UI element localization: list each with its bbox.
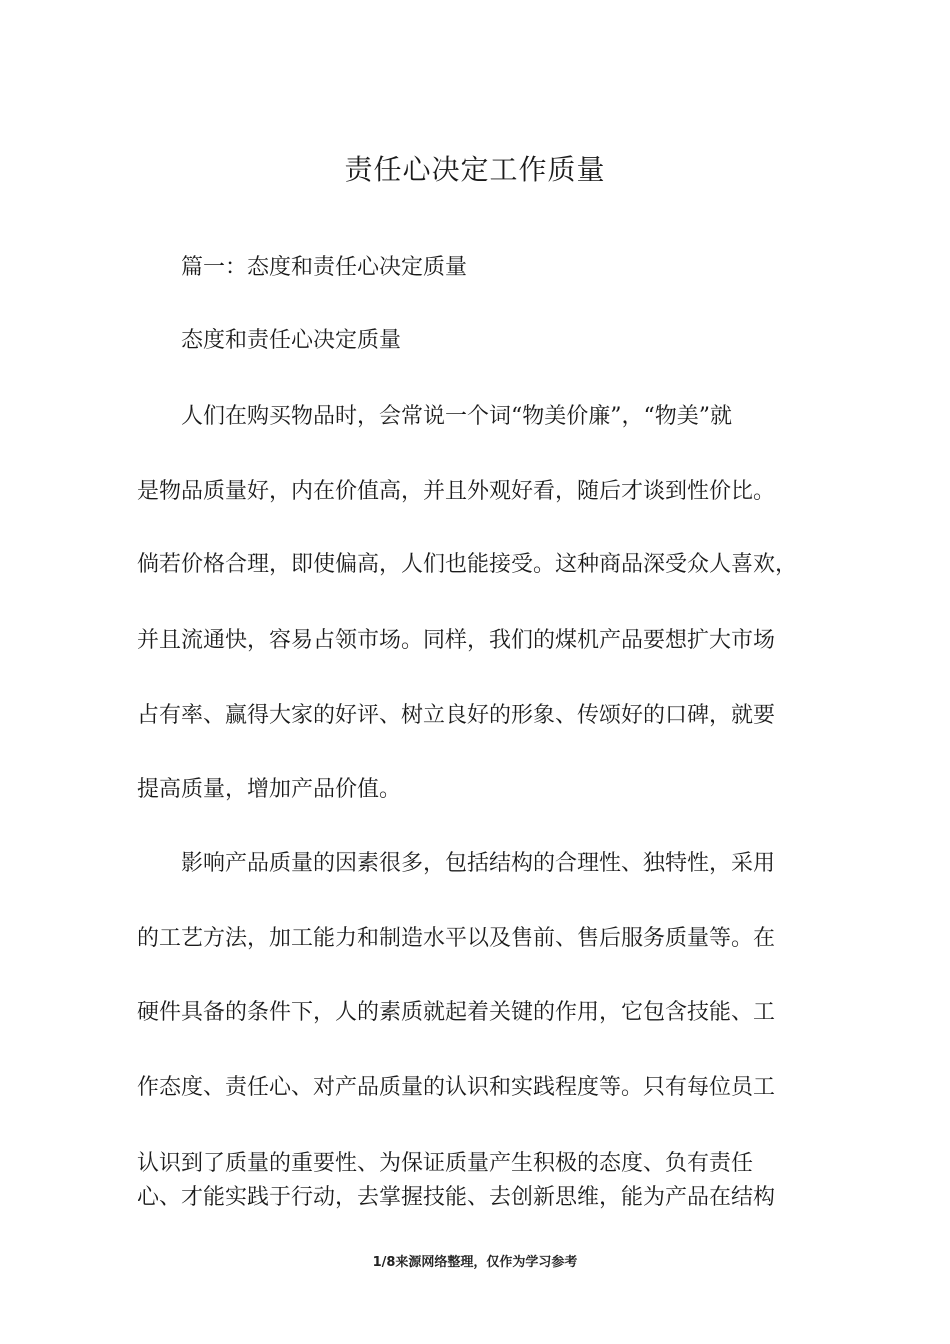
paragraph-line: 的工艺方法，加工能力和制造水平以及售前、售后服务质量等。在 <box>137 926 776 951</box>
paragraph-line: 是物品质量好，内在价值高，并且外观好看，随后才谈到性价比。 <box>137 479 776 504</box>
section-heading: 篇一：态度和责任心决定质量 <box>181 255 468 280</box>
paragraph-line: 提高质量，增加产品价值。 <box>137 777 402 802</box>
page-footer: 1/8来源网络整理，仅作为学习参考 <box>372 1255 578 1270</box>
paragraph-line: 并且流通快，容易占领市场。同样，我们的煤机产品要想扩大市场 <box>137 628 776 653</box>
paragraph-line: 人们在购买物品时，会常说一个词“物美价廉”，“物美”就 <box>181 404 732 429</box>
article-heading: 态度和责任心决定质量 <box>181 328 402 353</box>
paragraph-line: 倘若价格合理，即使偏高，人们也能接受。这种商品深受众人喜欢， <box>137 552 798 577</box>
paragraph-line: 认识到了质量的重要性、为保证质量产生积极的态度、负有责任 <box>137 1151 754 1176</box>
page-title: 责任心决定工作质量 <box>344 153 606 186</box>
paragraph-line: 硬件具备的条件下，人的素质就起着关键的作用，它包含技能、工 <box>137 1000 776 1025</box>
paragraph-line: 占有率、赢得大家的好评、树立良好的形象、传颂好的口碑，就要 <box>137 703 776 728</box>
paragraph-line: 心、才能实践于行动，去掌握技能、去创新思维，能为产品在结构 <box>137 1185 776 1210</box>
paragraph-line: 作态度、责任心、对产品质量的认识和实践程度等。只有每位员工 <box>137 1075 776 1100</box>
paragraph-line: 影响产品质量的因素很多，包括结构的合理性、独特性，采用 <box>181 851 776 876</box>
